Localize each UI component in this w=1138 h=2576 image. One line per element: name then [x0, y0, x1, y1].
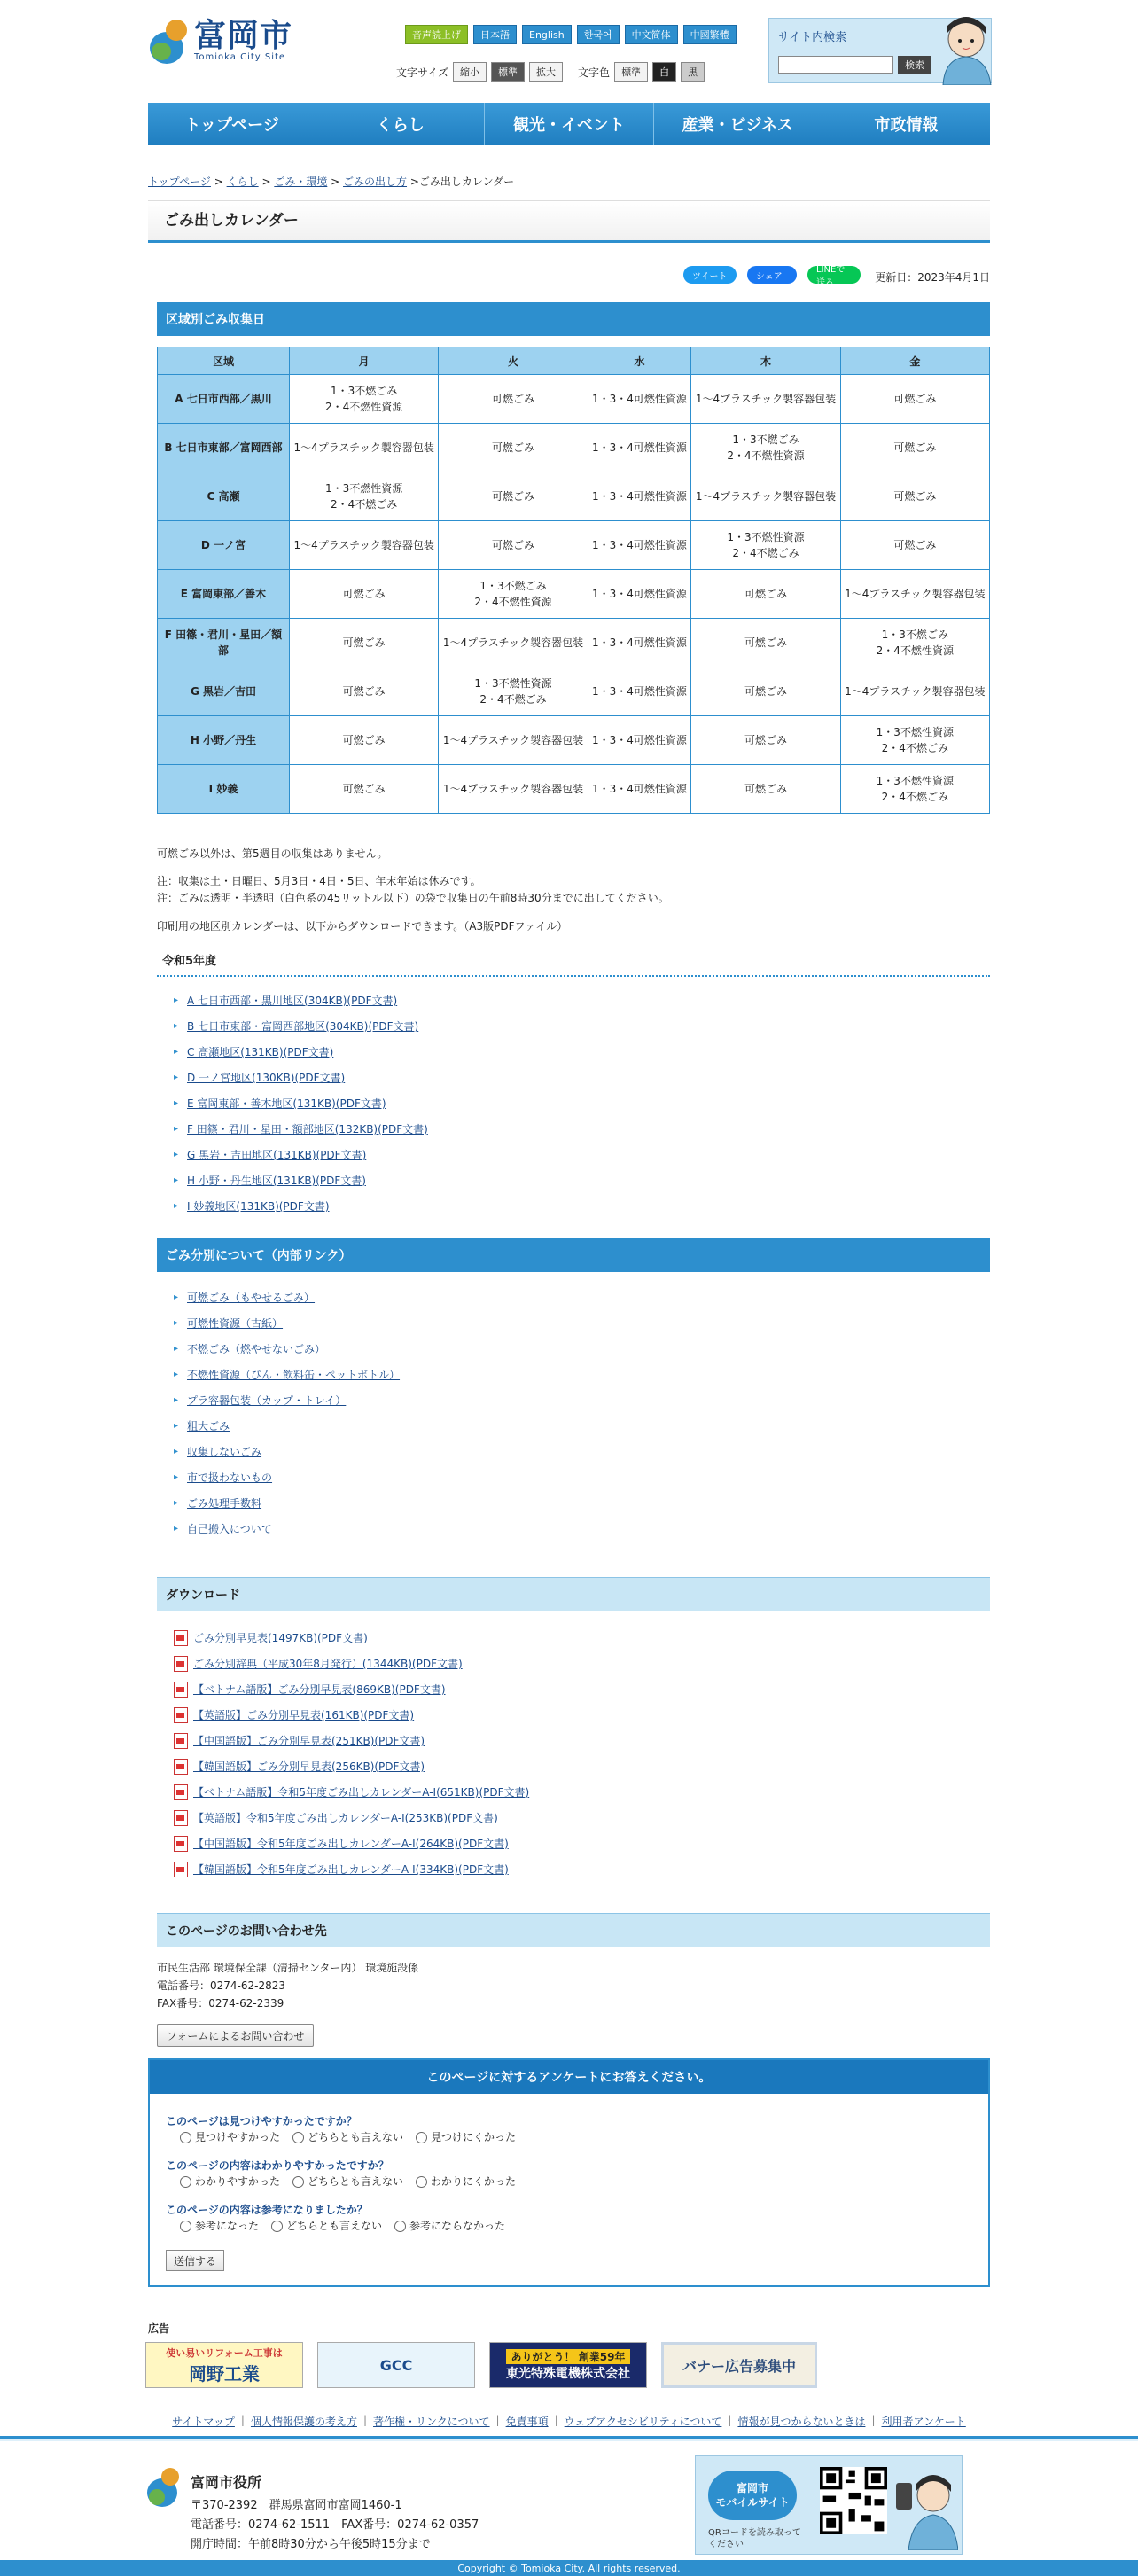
list-item	[174, 1065, 428, 1090]
area-cell: H 小野／丹生	[158, 716, 290, 765]
table-row	[158, 716, 990, 765]
lang-japanese-button[interactable]: 日本語	[473, 25, 517, 44]
ad-okano-tagline: 使い易いリフォーム工事は	[166, 2346, 283, 2359]
nav-tourism-events[interactable]: 観光・イベント	[485, 103, 653, 145]
q2-option[interactable]: わかりやすかった	[180, 2174, 280, 2189]
ad-banner-gcc[interactable]	[317, 2342, 475, 2388]
schedule-cell: 可燃ごみ	[439, 521, 588, 570]
schedule-cell: 可燃ごみ	[290, 667, 439, 716]
download-pdf-link[interactable]: ごみ分別早見表(1497KB)(PDF文書)	[193, 1632, 368, 1644]
table-row	[158, 375, 990, 424]
note-download: 印刷用の地区別カレンダーは、以下からダウンロードできます。（A3版PDFファイル）	[157, 920, 568, 933]
contact-fax: FAX番号：0274-62-2339	[157, 1997, 284, 2010]
footer-links: サイトマップ | 個人情報保護の考え方 | 著作権・リンクについて | 免責事項 | ウェブアクセシビリティについて | 情報が見つからないときは | 利用者アンケート	[172, 2414, 966, 2428]
calendar-pdf-link[interactable]: D 一ノ宮地区(130KB)(PDF文書)	[187, 1072, 346, 1084]
column-header: 区域	[158, 347, 290, 375]
schedule-cell: 1・3不燃ごみ 2・4不燃性資源	[290, 375, 439, 424]
font-larger-button[interactable]: 拡大	[529, 62, 563, 82]
breadcrumb-disposal[interactable]: ごみの出し方	[343, 176, 408, 188]
sorting-info-link[interactable]: 収集しないごみ	[187, 1446, 262, 1458]
site-logo[interactable]	[148, 16, 292, 64]
font-smaller-button[interactable]: 縮小	[453, 62, 487, 82]
bullet-arrow-icon: ▸	[174, 1047, 179, 1057]
bullet-arrow-icon: ▸	[174, 1370, 179, 1379]
list-item	[174, 1702, 529, 1728]
radio-icon[interactable]	[180, 2221, 191, 2232]
schedule-cell: 1・3不燃性資源 2・4不燃ごみ	[691, 521, 840, 570]
note-bags: 注：ごみは透明・半透明（白色系の45リットル以下）の袋で収集日の午前8時30分までに出してください。	[157, 892, 669, 904]
list-item	[174, 1753, 529, 1779]
list-item	[174, 1831, 529, 1856]
footer-privacy-link[interactable]: 個人情報保護の考え方	[250, 2416, 357, 2428]
schedule-cell: 可燃ごみ	[439, 375, 588, 424]
mobile-site-note: QRコードを読み取って ください	[708, 2528, 801, 2549]
pdf-icon	[174, 1733, 188, 1749]
list-item	[174, 1490, 400, 1516]
area-cell: I 妙義	[158, 765, 290, 814]
schedule-cell: 可燃ごみ	[840, 472, 989, 521]
list-item	[174, 1676, 529, 1702]
breadcrumb-living[interactable]: くらし	[226, 176, 259, 188]
footer-logo-icon	[145, 2464, 181, 2507]
survey-q1: このページは見つけやすかったですか？	[166, 2115, 357, 2127]
lang-korean-button[interactable]: 한국어	[577, 25, 620, 44]
list-item	[174, 1464, 400, 1490]
list-item	[174, 1856, 529, 1882]
calendar-pdf-link[interactable]: F 田篠・君川・星田・額部地区(132KB)(PDF文書)	[187, 1123, 428, 1136]
schedule-cell: 1・3・4可燃性資源	[588, 667, 691, 716]
radio-icon[interactable]	[416, 2132, 427, 2143]
ad-banner-recruit[interactable]	[661, 2342, 817, 2388]
radio-icon[interactable]	[271, 2221, 283, 2232]
pdf-icon	[174, 1656, 188, 1672]
pdf-icon	[174, 1759, 188, 1775]
pdf-icon	[174, 1707, 188, 1723]
radio-icon[interactable]	[180, 2132, 191, 2143]
table-row	[158, 619, 990, 667]
logo-subtitle: Tomioka City Site	[194, 51, 286, 62]
contact-dept: 市民生活部 環境保全課（清掃センター内） 環境施設係	[157, 1962, 419, 1974]
download-pdf-link[interactable]: 【英語版】令和5年度ごみ出しカレンダーA-I(253KB)(PDF文書)	[193, 1812, 498, 1824]
schedule-cell: 可燃ごみ	[439, 424, 588, 472]
download-pdf-link[interactable]: 【中国語版】令和5年度ごみ出しカレンダーA-I(264KB)(PDF文書)	[193, 1838, 509, 1850]
bullet-arrow-icon: ▸	[174, 1124, 179, 1134]
global-nav	[148, 103, 990, 145]
area-cell: G 黒岩／吉田	[158, 667, 290, 716]
site-header	[148, 0, 990, 98]
calendar-pdf-link[interactable]: E 富岡東部・善木地区(131KB)(PDF文書)	[187, 1097, 386, 1110]
survey-heading: このページに対するアンケートにお答えください。	[150, 2060, 988, 2094]
schedule-cell: 1・3不燃性資源 2・4不燃ごみ	[439, 667, 588, 716]
schedule-cell: 1・3・4可燃性資源	[588, 765, 691, 814]
download-heading: ダウンロード	[157, 1577, 990, 1611]
bullet-arrow-icon: ▸	[174, 1498, 179, 1508]
schedule-cell: 1・3・4可燃性資源	[588, 716, 691, 765]
bullet-arrow-icon: ▸	[174, 1021, 179, 1031]
q1-option[interactable]: 見つけやすかった	[180, 2129, 280, 2144]
calendar-pdf-link[interactable]: G 黒岩・吉田地区(131KB)(PDF文書)	[187, 1149, 367, 1161]
list-item	[174, 1284, 400, 1310]
list-item	[174, 1651, 529, 1676]
ad-okano-name: 岡野工業	[189, 2362, 260, 2385]
list-item	[174, 1116, 428, 1142]
schedule-cell: 可燃ごみ	[691, 716, 840, 765]
sorting-info-link[interactable]: 可燃ごみ（もやせるごみ）	[187, 1292, 316, 1304]
page-title: ごみ出しカレンダー	[164, 212, 299, 230]
contact-heading: このページのお問い合わせ先	[157, 1913, 990, 1947]
table-row	[158, 472, 990, 521]
footer-office-name: 富岡市役所	[191, 2474, 262, 2491]
reiwa5-heading: 令和5年度	[157, 951, 990, 977]
facebook-share-button[interactable]: シェア	[747, 266, 797, 284]
pdf-icon	[174, 1862, 188, 1877]
page-title-bar	[148, 200, 990, 243]
footer-disclaimer-link[interactable]: 免責事項	[505, 2416, 549, 2428]
sorting-info-link[interactable]: 粗大ごみ	[187, 1420, 230, 1432]
schedule-cell: 1〜4プラスチック製容器包装	[840, 570, 989, 619]
footer-copyright-link[interactable]: 著作権・リンクについて	[373, 2416, 490, 2428]
column-header: 木	[691, 347, 840, 375]
footer-office-info	[191, 2496, 479, 2555]
ad-toko-name: 東光特殊電機株式会社	[506, 2366, 630, 2381]
contact-tel: 電話番号：0274-62-2823	[157, 1979, 286, 1992]
line-share-button[interactable]: LINEで送る	[807, 266, 861, 284]
table-row	[158, 570, 990, 619]
color-white-button[interactable]: 白	[652, 62, 676, 82]
radio-icon[interactable]	[394, 2221, 406, 2232]
q3-option[interactable]: どちらとも言えない	[271, 2218, 382, 2233]
nav-industry-business[interactable]: 産業・ビジネス	[654, 103, 822, 145]
table-row	[158, 424, 990, 472]
download-pdf-link[interactable]: 【韓国語版】ごみ分別早見表(256KB)(PDF文書)	[193, 1760, 425, 1773]
sorting-info-link[interactable]: 市で扱わないもの	[187, 1471, 273, 1484]
q1-option[interactable]: どちらとも言えない	[292, 2129, 403, 2144]
list-item	[174, 1193, 428, 1219]
sorting-heading: ごみ分別について（内部リンク）	[157, 1238, 990, 1272]
bullet-arrow-icon: ▸	[174, 1447, 179, 1456]
table-row	[158, 765, 990, 814]
ad-recruit-text: バナー広告募集中	[682, 2357, 796, 2375]
search-button[interactable]: 検索	[898, 56, 931, 74]
schedule-cell: 1・3・4可燃性資源	[588, 424, 691, 472]
survey-submit-button[interactable]: 送信する	[166, 2250, 224, 2271]
pdf-icon	[174, 1784, 188, 1800]
ad-banner-okano[interactable]	[145, 2342, 303, 2388]
search-input[interactable]	[778, 56, 893, 74]
schedule-heading: 区域別ごみ収集日	[157, 302, 990, 336]
survey-q2-options	[180, 2174, 516, 2189]
calendar-pdf-link[interactable]: C 高瀬地区(131KB)(PDF文書)	[187, 1046, 334, 1058]
schedule-cell: 可燃ごみ	[290, 765, 439, 814]
footer-divider-light	[0, 2439, 1138, 2441]
schedule-cell: 可燃ごみ	[840, 375, 989, 424]
schedule-cell: 1〜4プラスチック製容器包装	[439, 716, 588, 765]
display-settings	[396, 62, 705, 82]
download-pdf-link[interactable]: 【韓国語版】令和5年度ごみ出しカレンダーA-I(334KB)(PDF文書)	[193, 1863, 509, 1876]
schedule-cell: 可燃ごみ	[290, 716, 439, 765]
survey-q2: このページの内容はわかりやすかったですか？	[166, 2159, 389, 2172]
sorting-info-link[interactable]: 不燃性資源（びん・飲料缶・ペットボトル）	[187, 1369, 401, 1381]
qr-code-icon	[820, 2467, 887, 2534]
column-header: 火	[439, 347, 588, 375]
calendar-pdf-link[interactable]: H 小野・丹生地区(131KB)(PDF文書)	[187, 1175, 366, 1187]
lang-chinese-simplified-button[interactable]: 中文简体	[625, 25, 678, 44]
q1-option[interactable]: 見つけにくかった	[416, 2129, 516, 2144]
bullet-arrow-icon: ▸	[174, 995, 179, 1005]
pdf-icon	[174, 1836, 188, 1852]
read-aloud-button[interactable]: 音声読上げ	[405, 25, 468, 44]
bullet-arrow-icon: ▸	[174, 1395, 179, 1405]
mobile-site-box[interactable]	[695, 2455, 963, 2555]
reiwa5-link-list	[174, 987, 428, 1219]
download-pdf-link[interactable]: 【ベトナム語版】ごみ分別早見表(869KB)(PDF文書)	[193, 1683, 446, 1696]
schedule-cell: 1・3・4可燃性資源	[588, 375, 691, 424]
lang-chinese-traditional-button[interactable]: 中國繁體	[683, 25, 737, 44]
font-size-label: 文字サイズ	[396, 66, 449, 79]
schedule-cell: 可燃ごみ	[840, 424, 989, 472]
calendar-pdf-link[interactable]: B 七日市東部・富岡西部地区(304KB)(PDF文書)	[187, 1020, 419, 1033]
schedule-cell: 1〜4プラスチック製容器包装	[290, 521, 439, 570]
schedule-cell: 1・3不燃ごみ 2・4不燃性資源	[439, 570, 588, 619]
schedule-cell: 1・3不燃性資源 2・4不燃ごみ	[840, 765, 989, 814]
area-cell: A 七日市西部／黒川	[158, 375, 290, 424]
schedule-cell: 可燃ごみ	[691, 619, 840, 667]
breadcrumb-top[interactable]: トップページ	[148, 176, 211, 188]
column-header: 月	[290, 347, 439, 375]
bullet-arrow-icon: ▸	[174, 1150, 179, 1159]
bullet-arrow-icon: ▸	[174, 1344, 179, 1354]
bullet-arrow-icon: ▸	[174, 1098, 179, 1108]
table-row	[158, 521, 990, 570]
schedule-cell: 可燃ごみ	[290, 619, 439, 667]
schedule-cell: 可燃ごみ	[439, 472, 588, 521]
nav-city-info[interactable]: 市政情報	[822, 103, 990, 145]
schedule-cell: 1・3不燃性資源 2・4不燃ごみ	[840, 716, 989, 765]
mobile-site-title: 富岡市 モバイルサイト	[708, 2471, 797, 2520]
list-item	[174, 1625, 529, 1651]
q3-option[interactable]: 参考になった	[180, 2218, 259, 2233]
copyright: Copyright © Tomioka City. All rights reserved.	[0, 2560, 1138, 2576]
table-row	[158, 667, 990, 716]
list-item	[174, 1090, 428, 1116]
schedule-cell: 可燃ごみ	[290, 570, 439, 619]
list-item	[174, 1439, 400, 1464]
bullet-arrow-icon: ▸	[174, 1472, 179, 1482]
pdf-icon	[174, 1682, 188, 1698]
sorting-info-link[interactable]: ごみ処理手数料	[187, 1497, 262, 1510]
note-holidays: 注：収集は土・日曜日、5月3日・4日・5日、年末年始は休みです。	[157, 875, 481, 887]
bullet-arrow-icon: ▸	[174, 1292, 179, 1302]
bullet-arrow-icon: ▸	[174, 1524, 179, 1534]
schedule-cell: 1〜4プラスチック製容器包装	[691, 375, 840, 424]
list-item	[174, 1336, 400, 1362]
sorting-link-list	[174, 1284, 400, 1542]
footer-sitemap-link[interactable]: サイトマップ	[172, 2416, 235, 2428]
q3-option[interactable]: 参考にならなかった	[394, 2218, 505, 2233]
footer-notfound-link[interactable]: 情報が見つからないときは	[737, 2416, 866, 2428]
schedule-cell: 1・3・4可燃性資源	[588, 472, 691, 521]
updated-date: 更新日：2023年4月1日	[875, 271, 990, 284]
lang-english-button[interactable]: English	[522, 25, 572, 44]
table-header-row	[158, 347, 990, 375]
sorting-info-link[interactable]: 不燃ごみ（燃やせないごみ）	[187, 1343, 326, 1355]
list-item	[174, 1013, 428, 1039]
bullet-arrow-icon: ▸	[174, 1175, 179, 1185]
schedule-cell: 1・3・4可燃性資源	[588, 619, 691, 667]
footer-address: 〒370-2392 群馬県富岡市富岡1460-1	[191, 2499, 402, 2512]
ad-banner-toko[interactable]	[489, 2342, 647, 2388]
bullet-arrow-icon: ▸	[174, 1421, 179, 1431]
radio-icon[interactable]	[416, 2176, 427, 2188]
collection-schedule-table	[157, 347, 990, 814]
survey-form	[148, 2058, 990, 2287]
twitter-share-button[interactable]: ツイート	[683, 266, 737, 284]
list-item	[174, 1142, 428, 1167]
schedule-cell: 1〜4プラスチック製容器包装	[290, 424, 439, 472]
logo-mark-icon	[148, 16, 189, 64]
q2-option[interactable]: わかりにくかった	[416, 2174, 516, 2189]
list-item	[174, 1516, 400, 1542]
nav-living[interactable]: くらし	[316, 103, 485, 145]
pdf-icon	[174, 1630, 188, 1646]
schedule-cell: 可燃ごみ	[691, 570, 840, 619]
ad-gcc-name: GCC	[379, 2356, 413, 2374]
schedule-cell: 1・3・4可燃性資源	[588, 570, 691, 619]
download-pdf-link[interactable]: 【中国語版】ごみ分別早見表(251KB)(PDF文書)	[193, 1735, 425, 1747]
footer-phone: 電話番号：0274-62-1511 FAX番号：0274-62-0357	[191, 2518, 479, 2532]
list-item	[174, 1805, 529, 1831]
download-pdf-link[interactable]: 【英語版】ごみ分別早見表(161KB)(PDF文書)	[193, 1709, 415, 1721]
list-item	[174, 1387, 400, 1413]
radio-icon[interactable]	[292, 2176, 304, 2188]
language-bar	[405, 25, 737, 44]
search-label: サイト内検索	[778, 31, 847, 44]
share-bar	[148, 264, 990, 288]
contact-form-button[interactable]: フォームによるお問い合わせ	[157, 2024, 314, 2047]
schedule-cell: 可燃ごみ	[840, 521, 989, 570]
schedule-cell: 可燃ごみ	[691, 667, 840, 716]
survey-q1-options	[180, 2129, 516, 2144]
sorting-info-link[interactable]: プラ容器包装（カップ・トレイ）	[187, 1394, 347, 1407]
sorting-info-link[interactable]: 自己搬入について	[187, 1523, 272, 1535]
footer-survey-link[interactable]: 利用者アンケート	[881, 2416, 966, 2428]
nav-top-page[interactable]: トップページ	[148, 103, 316, 145]
footer-accessibility-link[interactable]: ウェブアクセシビリティについて	[564, 2416, 722, 2428]
bullet-arrow-icon: ▸	[174, 1201, 179, 1211]
radio-icon[interactable]	[292, 2132, 304, 2143]
logo-title: 富岡市	[194, 16, 293, 54]
schedule-cell: 可燃ごみ	[691, 765, 840, 814]
q2-option[interactable]: どちらとも言えない	[292, 2174, 403, 2189]
ad-toko-tagline: ありがとう！ 創業59年	[506, 2349, 631, 2364]
schedule-cell: 1〜4プラスチック製容器包装	[840, 667, 989, 716]
color-standard-button[interactable]: 標準	[614, 62, 648, 82]
list-item	[174, 1779, 529, 1805]
breadcrumb-garbage-env[interactable]: ごみ・環境	[274, 176, 328, 188]
download-link-list	[174, 1625, 529, 1882]
pdf-icon	[174, 1810, 188, 1826]
schedule-cell: 1・3不燃ごみ 2・4不燃性資源	[691, 424, 840, 472]
schedule-cell: 1〜4プラスチック製容器包装	[439, 619, 588, 667]
download-pdf-link[interactable]: 【ベトナム語版】令和5年度ごみ出しカレンダーA-I(651KB)(PDF文書)	[193, 1786, 530, 1799]
sorting-info-link[interactable]: 可燃性資源（古紙）	[187, 1317, 284, 1330]
list-item	[174, 1039, 428, 1065]
font-standard-button[interactable]: 標準	[491, 62, 525, 82]
list-item	[174, 987, 428, 1013]
area-cell: F 田篠・君川・星田／額部	[158, 619, 290, 667]
area-cell: D 一ノ宮	[158, 521, 290, 570]
schedule-cell: 1〜4プラスチック製容器包装	[439, 765, 588, 814]
download-pdf-link[interactable]: ごみ分別辞典（平成30年8月発行）(1344KB)(PDF文書)	[193, 1658, 463, 1670]
schedule-cell: 1・3不燃性資源 2・4不燃ごみ	[290, 472, 439, 521]
calendar-pdf-link[interactable]: A 七日市西部・黒川地区(304KB)(PDF文書)	[187, 995, 398, 1007]
calendar-pdf-link[interactable]: I 妙義地区(131KB)(PDF文書)	[187, 1200, 330, 1213]
area-cell: C 高瀬	[158, 472, 290, 521]
schedule-cell: 1・3不燃ごみ 2・4不燃性資源	[840, 619, 989, 667]
bullet-arrow-icon: ▸	[174, 1318, 179, 1328]
column-header: 金	[840, 347, 989, 375]
list-item	[174, 1413, 400, 1439]
list-item	[174, 1362, 400, 1387]
schedule-cell: 1・3・4可燃性資源	[588, 521, 691, 570]
area-cell: E 富岡東部／善木	[158, 570, 290, 619]
breadcrumb-current: ごみ出しカレンダー	[418, 176, 515, 188]
breadcrumb: トップページ > くらし > ごみ・環境 > ごみの出し方 >ごみ出しカレンダー	[148, 176, 515, 188]
column-header: 水	[588, 347, 691, 375]
ads-label: 広告	[148, 2322, 170, 2335]
list-item	[174, 1310, 400, 1336]
radio-icon[interactable]	[180, 2176, 191, 2188]
area-cell: B 七日市東部／富岡西部	[158, 424, 290, 472]
list-item	[174, 1728, 529, 1753]
mascot-illustration-icon	[932, 14, 994, 85]
list-item	[174, 1167, 428, 1193]
bullet-arrow-icon: ▸	[174, 1073, 179, 1082]
survey-q3: このページの内容は参考になりましたか？	[166, 2204, 368, 2216]
note-week5: 可燃ごみ以外は、第5週目の収集はありません。	[157, 847, 388, 860]
footer-hours: 開庁時間：午前8時30分から午後5時15分まで	[191, 2538, 431, 2551]
color-black-button[interactable]: 黒	[681, 62, 705, 82]
mascot-phone-icon	[892, 2465, 958, 2550]
schedule-cell: 1〜4プラスチック製容器包装	[691, 472, 840, 521]
text-color-label: 文字色	[578, 66, 611, 79]
survey-q3-options	[180, 2218, 505, 2233]
